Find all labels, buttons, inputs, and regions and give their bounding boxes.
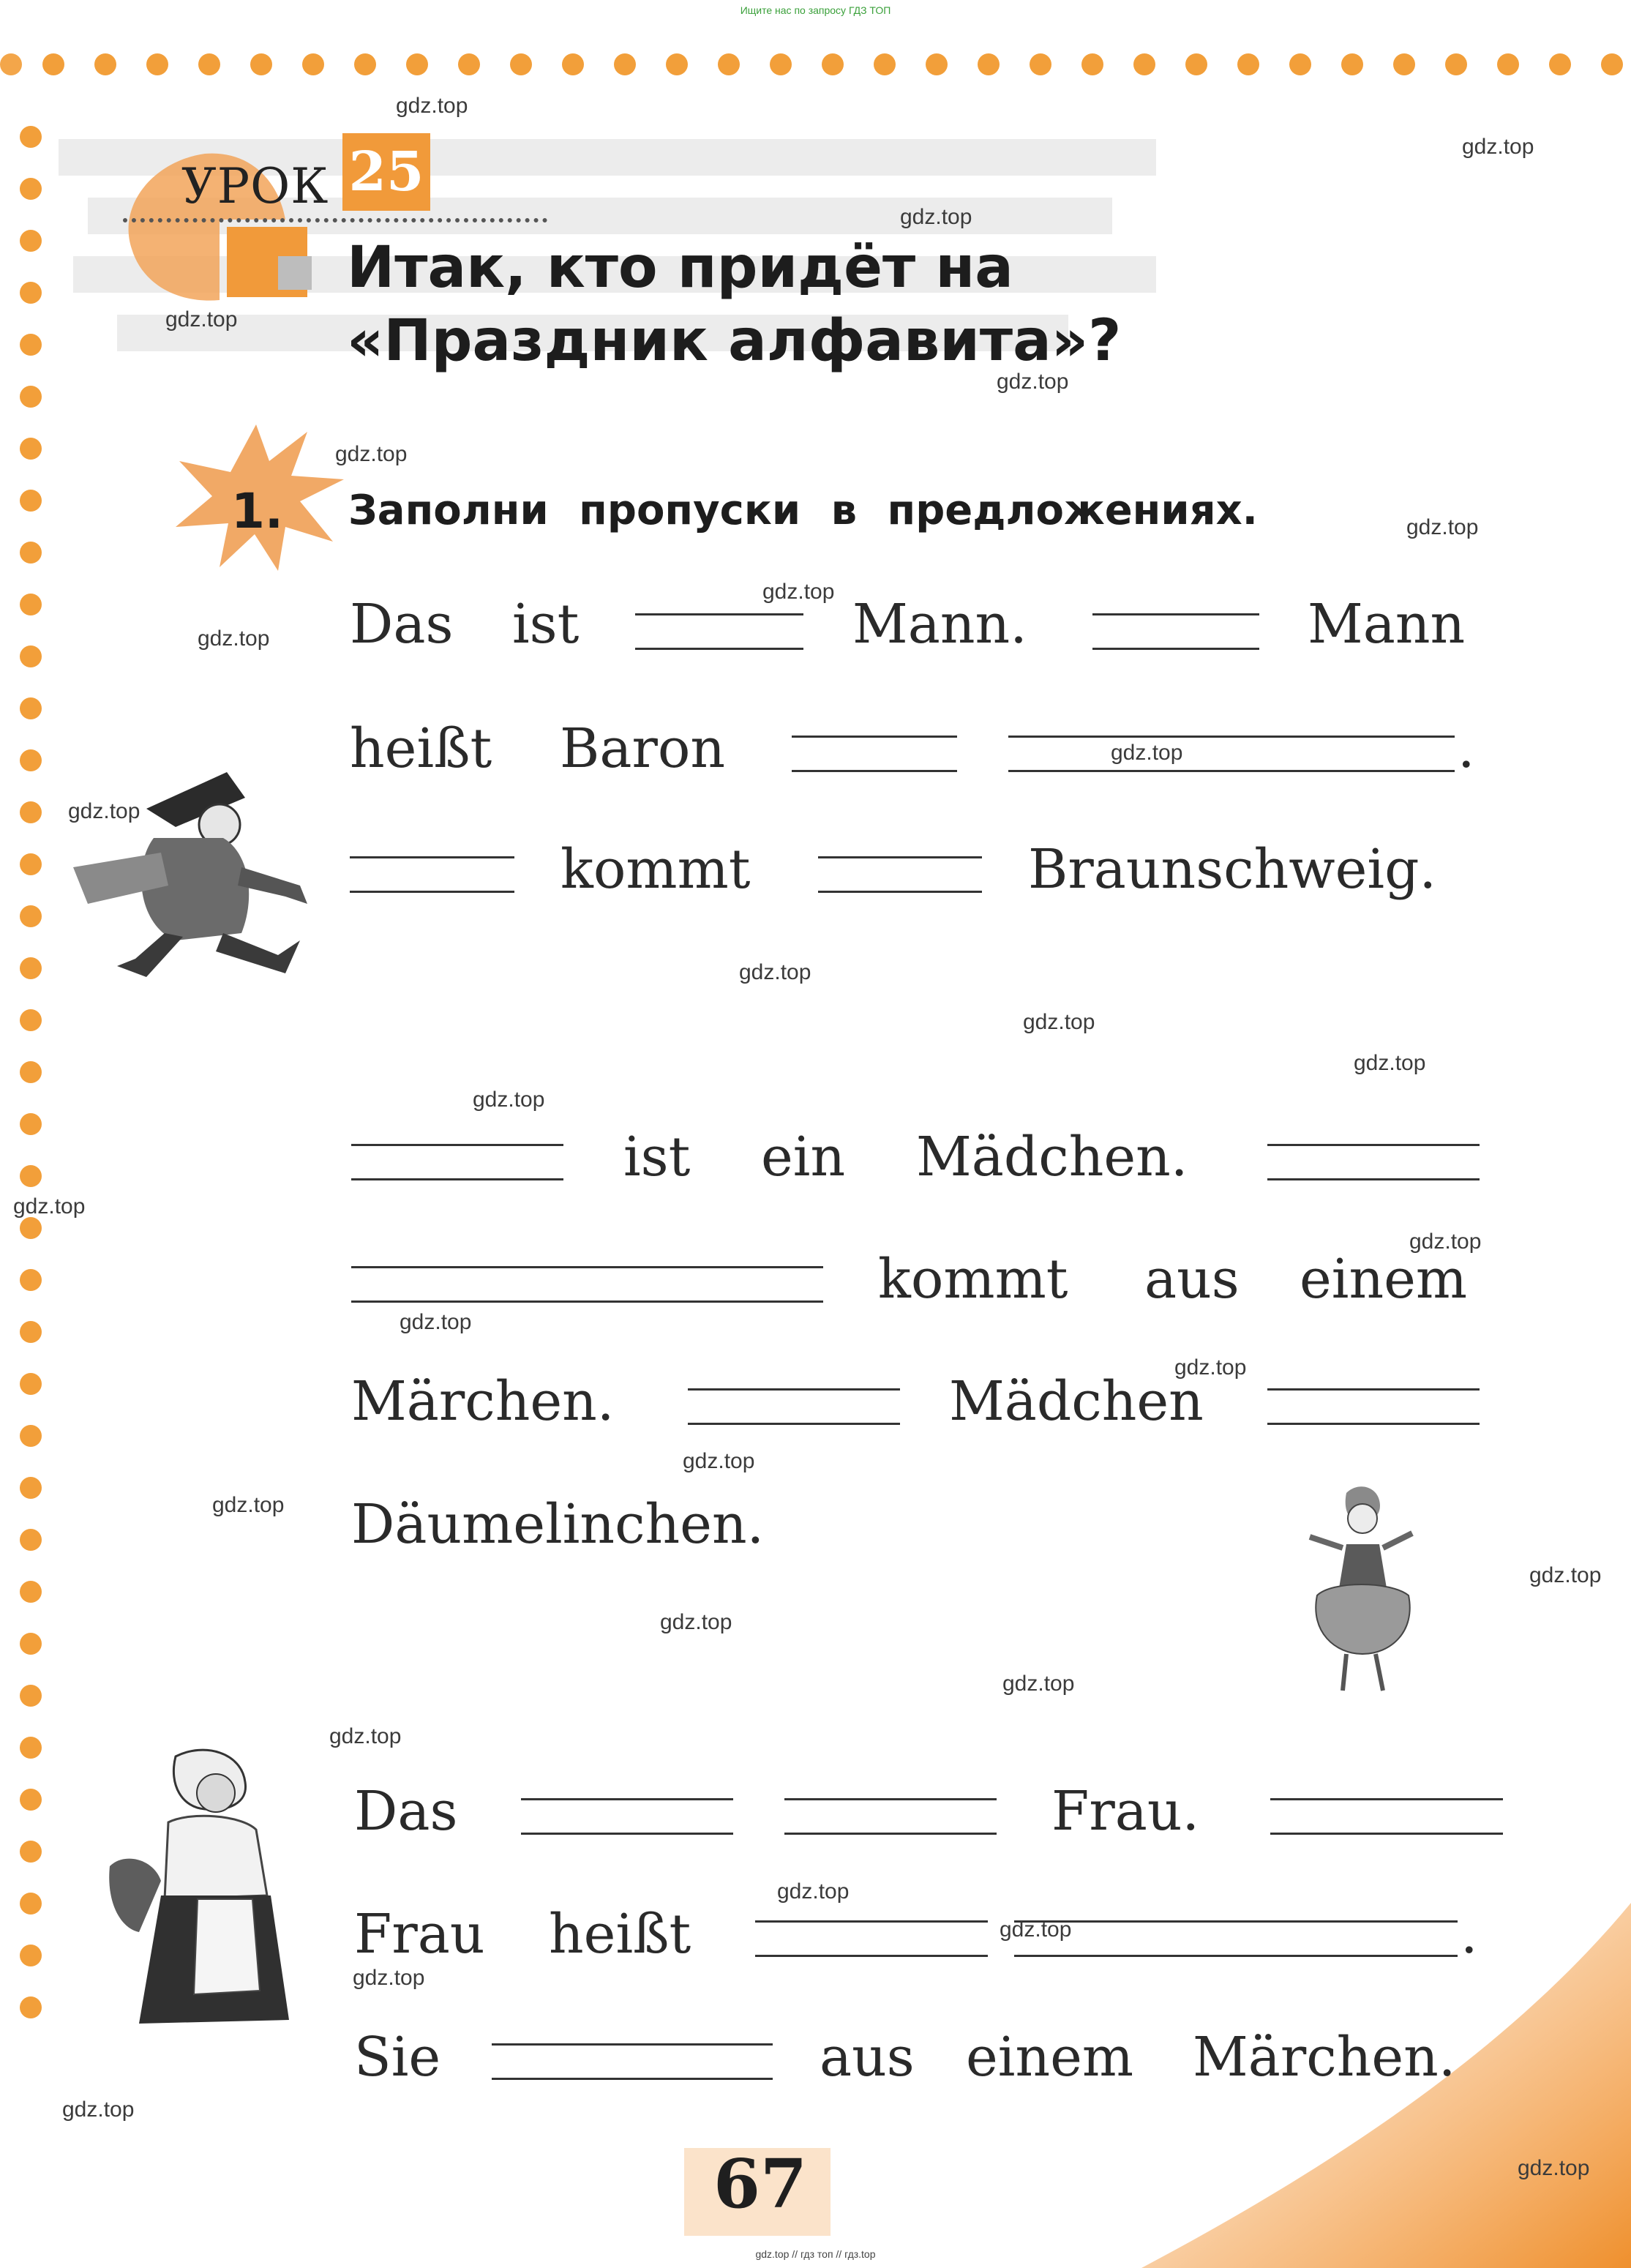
word: Märchen. — [351, 1370, 615, 1433]
watermark: gdz.top — [335, 442, 408, 466]
word: kommt — [878, 1248, 1068, 1311]
watermark: gdz.top — [997, 370, 1069, 394]
lesson-label: УРОК — [181, 158, 329, 214]
word: Däumelinchen. — [351, 1493, 765, 1556]
answer-blank[interactable] — [755, 1920, 988, 1957]
title-line-2: «Праздник алфавита»? — [347, 308, 1122, 374]
watermark: gdz.top — [400, 1310, 472, 1334]
old-woman-illustration — [95, 1742, 300, 2035]
word: Das — [350, 593, 454, 656]
lesson-dotted-line — [123, 218, 547, 222]
answer-blank[interactable] — [1267, 1388, 1480, 1425]
answer-blank[interactable] — [492, 2043, 773, 2080]
word: Mädchen. — [916, 1126, 1188, 1189]
answer-blank[interactable] — [1014, 1920, 1458, 1957]
watermark: gdz.top — [739, 960, 811, 984]
word: einem — [1300, 1248, 1468, 1311]
word: Baron — [560, 717, 726, 780]
watermark: gdz.top — [198, 626, 270, 651]
answer-blank[interactable] — [1270, 1798, 1503, 1835]
word: ist — [623, 1126, 691, 1189]
sentence-period: . — [1458, 717, 1475, 780]
word: einem — [966, 2026, 1134, 2089]
watermark: gdz.top — [165, 307, 238, 332]
answer-blank[interactable] — [818, 856, 982, 893]
watermark: gdz.top — [660, 1610, 732, 1634]
watermark: gdz.top — [1002, 1672, 1075, 1696]
lesson-number: 25 — [342, 133, 430, 211]
word: Sie — [354, 2026, 441, 2089]
watermark: gdz.top — [1174, 1355, 1247, 1380]
watermark: gdz.top — [353, 1966, 425, 1990]
exercise-number: 1. — [231, 483, 283, 539]
watermark: gdz.top — [473, 1088, 545, 1112]
watermark: gdz.top — [1529, 1563, 1602, 1587]
answer-blank[interactable] — [351, 1266, 823, 1303]
watermark: gdz.top — [683, 1449, 755, 1473]
watermark: gdz.top — [1000, 1917, 1072, 1942]
answer-blank[interactable] — [784, 1798, 997, 1835]
watermark: gdz.top — [762, 580, 835, 604]
word: Frau — [354, 1903, 485, 1966]
watermark: gdz.top — [396, 94, 468, 118]
page-number: 67 — [713, 2144, 808, 2223]
word: Mädchen — [949, 1370, 1204, 1433]
header-note: Ищите нас по запросу ГДЗ ТОП — [740, 4, 891, 16]
watermark: gdz.top — [1023, 1010, 1095, 1034]
sentence-period: . — [1461, 1903, 1478, 1966]
answer-blank[interactable] — [521, 1798, 733, 1835]
baron-illustration — [66, 757, 322, 992]
watermark: gdz.top — [1462, 135, 1534, 159]
word: aus — [1144, 1248, 1240, 1311]
footer-note: gdz.top // гдз топ // гдз.top — [755, 2248, 876, 2260]
word: kommt — [560, 838, 751, 901]
word: Das — [354, 1780, 458, 1843]
word: ist — [512, 593, 580, 656]
answer-blank[interactable] — [635, 613, 803, 650]
answer-blank[interactable] — [1092, 613, 1259, 650]
thumbelina-illustration — [1302, 1478, 1420, 1698]
word: heißt — [549, 1903, 691, 1966]
watermark: gdz.top — [68, 799, 140, 823]
word: aus — [820, 2026, 915, 2089]
watermark: gdz.top — [329, 1724, 402, 1748]
answer-blank[interactable] — [351, 1144, 563, 1180]
watermark: gdz.top — [212, 1493, 285, 1517]
watermark: gdz.top — [1518, 2156, 1590, 2180]
watermark: gdz.top — [900, 205, 972, 229]
word: Mann — [1308, 593, 1466, 656]
watermark: gdz.top — [1354, 1051, 1426, 1075]
page-title — [347, 231, 1121, 378]
word: Frau. — [1051, 1780, 1200, 1843]
answer-blank[interactable] — [350, 856, 514, 893]
watermark: gdz.top — [62, 2097, 135, 2122]
answer-blank[interactable] — [792, 736, 957, 772]
word: heißt — [350, 717, 492, 780]
watermark: gdz.top — [1111, 741, 1183, 765]
watermark: gdz.top — [13, 1194, 86, 1219]
word: Mann. — [852, 593, 1027, 656]
watermark: gdz.top — [777, 1879, 850, 1904]
answer-blank[interactable] — [1008, 736, 1455, 772]
exercise-instruction: Заполни пропуски в предложениях. — [348, 487, 1258, 534]
title-line-1: Итак, кто придёт на — [347, 235, 1013, 301]
watermark: gdz.top — [1406, 515, 1479, 539]
word: Braunschweig. — [1028, 838, 1436, 901]
word: Märchen. — [1193, 2026, 1456, 2089]
answer-blank[interactable] — [1267, 1144, 1480, 1180]
word: ein — [761, 1126, 846, 1189]
watermark: gdz.top — [1409, 1230, 1482, 1254]
answer-blank[interactable] — [688, 1388, 900, 1425]
